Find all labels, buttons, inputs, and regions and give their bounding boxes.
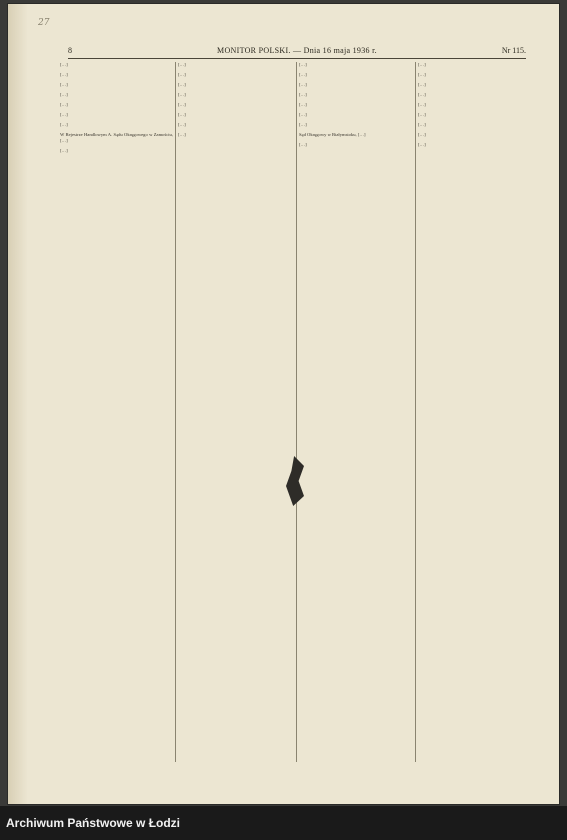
notice-7: […] — [178, 122, 186, 127]
notice-1: […] — [299, 62, 307, 67]
notice-5: […] — [299, 102, 307, 107]
text-column-2 — [178, 62, 293, 762]
notice-6: […] — [418, 112, 426, 117]
page-header — [68, 44, 526, 59]
notice-9: […] — [299, 142, 307, 147]
notice-2: […] — [178, 72, 186, 77]
notice-4: […] — [418, 92, 426, 97]
notice-4: […] — [60, 92, 68, 97]
notice-1: […] — [60, 62, 68, 67]
column-divider — [415, 62, 416, 762]
notice-2: […] — [299, 72, 307, 77]
notice-7: […] — [60, 122, 68, 127]
notice-4: […] — [178, 92, 186, 97]
text-column-4 — [418, 62, 518, 762]
notice-9: […] — [418, 142, 426, 147]
notice-3: […] — [299, 82, 307, 87]
notice-4: […] — [299, 92, 307, 97]
publication-title: MONITOR POLSKI. — Dnia 16 maja 1936 r. — [217, 46, 377, 55]
archive-name: Archiwum Państwowe w Łodzi — [6, 816, 181, 830]
text-column-1 — [60, 62, 173, 762]
notice-6: […] — [60, 112, 68, 117]
notice-8: […] — [178, 132, 186, 137]
page-corner-mark: 27 — [38, 18, 50, 28]
notice-8: […] — [418, 132, 426, 137]
column-divider — [175, 62, 176, 762]
notice-2: […] — [60, 72, 68, 77]
notice-5: […] — [418, 102, 426, 107]
notice-6: […] — [299, 112, 307, 117]
notice-1: […] — [178, 62, 186, 67]
page-number: 8 — [68, 46, 72, 55]
notice-5: […] — [178, 102, 186, 107]
notice-2: […] — [418, 72, 426, 77]
column-divider — [296, 62, 297, 762]
notice-5: […] — [60, 102, 68, 107]
scan-margin — [8, 4, 28, 804]
notice-7: […] — [299, 122, 307, 127]
notice-6: […] — [178, 112, 186, 117]
notice-3: […] — [418, 82, 426, 87]
notice-9: […] — [60, 148, 68, 153]
archive-footer — [0, 806, 567, 840]
notice-3: […] — [60, 82, 68, 87]
text-column-3 — [299, 62, 412, 762]
notice-8: W Rejestrze Handlowym A. Sądu Okręgowego w Zamościu, […] — [60, 132, 173, 143]
notice-7: […] — [418, 122, 426, 127]
issue-number: Nr 115. — [501, 46, 526, 55]
notice-8: Sąd Okręgowy w Białymstoku, […] — [299, 132, 366, 137]
notice-3: […] — [178, 82, 186, 87]
notice-1: […] — [418, 62, 426, 67]
